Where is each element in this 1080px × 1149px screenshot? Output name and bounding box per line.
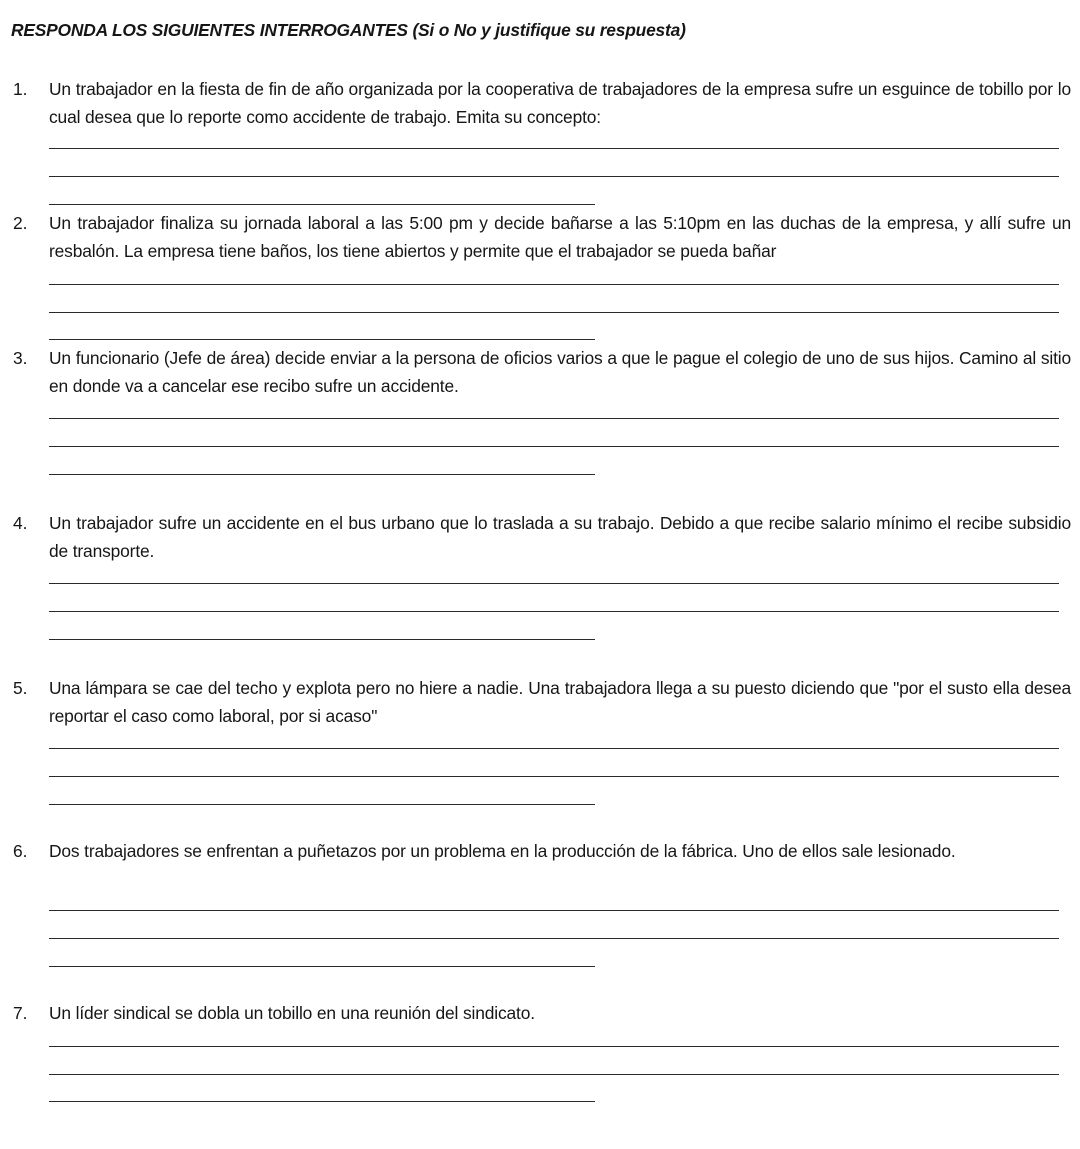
question-1 [0,75,1080,225]
question-number: 2. [13,213,28,233]
answer-line[interactable] [49,1074,1059,1075]
question-number: 5. [13,678,28,698]
question-7 [0,999,1080,1149]
question-text: Una lámpara se cae del techo y explota pero no hiere a nadie. Una trabajadora llega a su puesto diciendo que "por el susto ella desea reportar el caso como laboral, por si acaso" [49,678,1071,726]
answer-line[interactable] [49,1101,595,1102]
answer-line[interactable] [49,446,1059,447]
question-text: Un líder sindical se dobla un tobillo en una reunión del sindicato. [49,1003,535,1023]
answer-line[interactable] [49,804,595,805]
answer-line[interactable] [49,148,1059,149]
question-text: Un trabajador en la fiesta de fin de año organizada por la cooperativa de trabajadores de la empresa sufre un esguince de tobillo por lo cual desea que lo reporte como accidente de trabajo. Emita su concepto: [49,79,1071,127]
page-title: RESPONDA LOS SIGUIENTES INTERROGANTES (Si o No y justifique su respuesta) [11,20,686,40]
question-number: 4. [13,513,28,533]
answer-line[interactable] [49,474,595,475]
answer-line[interactable] [49,204,595,205]
answer-line[interactable] [49,776,1059,777]
answer-line[interactable] [49,284,1059,285]
answer-line[interactable] [49,938,1059,939]
answer-line[interactable] [49,639,595,640]
question-6 [0,837,1080,987]
question-text: Un trabajador sufre un accidente en el bus urbano que lo traslada a su trabajo. Debido a que recibe salario mínimo el recibe subsidio de transporte. [49,513,1071,561]
answer-line[interactable] [49,583,1059,584]
question-number: 1. [13,79,28,99]
answer-line[interactable] [49,312,1059,313]
question-text: Un trabajador finaliza su jornada laboral a las 5:00 pm y decide bañarse a las 5:10pm en las duchas de la empresa, y allí sufre un resbalón. La empresa tiene baños, los tiene abiertos y permite que el trabajador se pueda bañar [49,213,1071,261]
question-4 [0,509,1080,659]
answer-line[interactable] [49,339,595,340]
question-number: 7. [13,1003,28,1023]
answer-line[interactable] [49,748,1059,749]
answer-line[interactable] [49,910,1059,911]
question-5 [0,674,1080,824]
answer-line[interactable] [49,176,1059,177]
answer-line[interactable] [49,418,1059,419]
question-text: Dos trabajadores se enfrentan a puñetazos por un problema en la producción de la fábrica. Uno de ellos sale lesionado. [49,841,956,861]
answer-line[interactable] [49,1046,1059,1047]
question-number: 6. [13,841,28,861]
question-number: 3. [13,348,28,368]
question-text: Un funcionario (Jefe de área) decide enviar a la persona de oficios varios a que le pague el colegio de uno de sus hijos. Camino al sitio en donde va a cancelar ese recibo sufre un accidente. [49,348,1071,396]
answer-line[interactable] [49,611,1059,612]
answer-line[interactable] [49,966,595,967]
question-2 [0,209,1080,359]
question-3 [0,344,1080,494]
